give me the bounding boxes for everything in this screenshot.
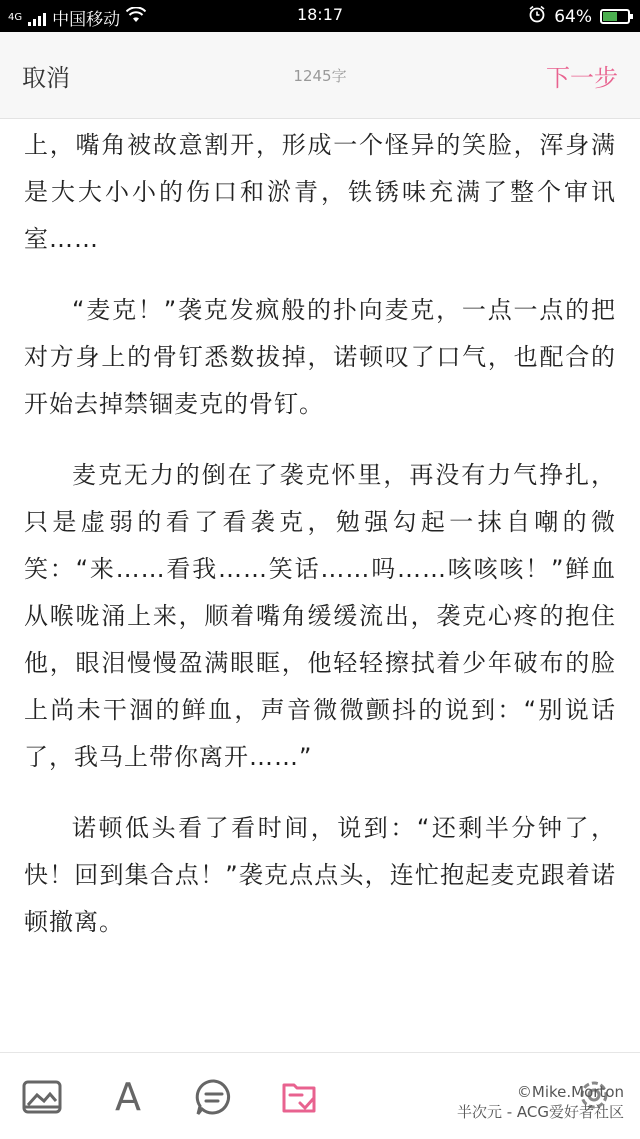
next-step-button[interactable]: 下一步 (546, 58, 618, 93)
paragraph-2: “麦克！”袭克发疯般的扑向麦克，一点一点的把对方身上的骨钉悉数拔掉，诺顿叹了口气，也配合的开始去掉禁锢麦克的骨钉。 (24, 296, 616, 418)
draft-icon[interactable] (278, 1075, 322, 1119)
watermark-site: 半次元 - ACG爱好者社区 (456, 1103, 624, 1121)
image-icon[interactable] (20, 1075, 64, 1119)
alarm-icon (528, 5, 546, 28)
status-right (528, 5, 630, 28)
paragraph-4: 诺顿低头看了看时间，说到：“还剩半分钟了，快！回到集合点！”袭克点点头，连忙抱起麦克跟着诺顿撤离。 (24, 814, 616, 936)
battery-icon (600, 9, 630, 24)
word-count: 1245字 (293, 67, 347, 85)
status-bar (0, 0, 640, 32)
network-type: 4G (8, 11, 23, 23)
paragraph-1: 上，嘴角被故意割开，形成一个怪异的笑脸，浑身满是大大小小的伤口和淤青，铁锈味充满了整个审讯室…… (24, 131, 616, 253)
status-time: 18:17 (296, 5, 344, 24)
cancel-button[interactable]: 取消 (22, 58, 70, 93)
editor-header (0, 32, 640, 119)
comment-icon[interactable] (192, 1075, 236, 1119)
battery-percent: 64% (554, 6, 592, 27)
watermark (457, 1082, 624, 1122)
article-body[interactable] (24, 122, 616, 1048)
battery-fill (603, 12, 617, 21)
watermark-author: ©Mike.Morton (516, 1083, 624, 1101)
font-icon-glyph: A (115, 1075, 141, 1119)
font-icon[interactable] (106, 1075, 150, 1119)
paragraph-3: 麦克无力的倒在了袭克怀里，再没有力气挣扎，只是虚弱的看了看袭克，勉强勾起一抹自嘲的微笑：“来……看我……笑话……吗……咳咳咳！”鲜血从喉咙涌上来，顺着嘴角缓缓流出，袭克心疼的抱住他，眼泪慢慢盈满眼眶，他轻轻擦拭着少年破布的脸上尚未干涸的鲜血，声音微微颤抖的说到：“别说话了，我马上带你离开……” (24, 461, 616, 771)
carrier-name: 中国移动 (52, 10, 121, 30)
